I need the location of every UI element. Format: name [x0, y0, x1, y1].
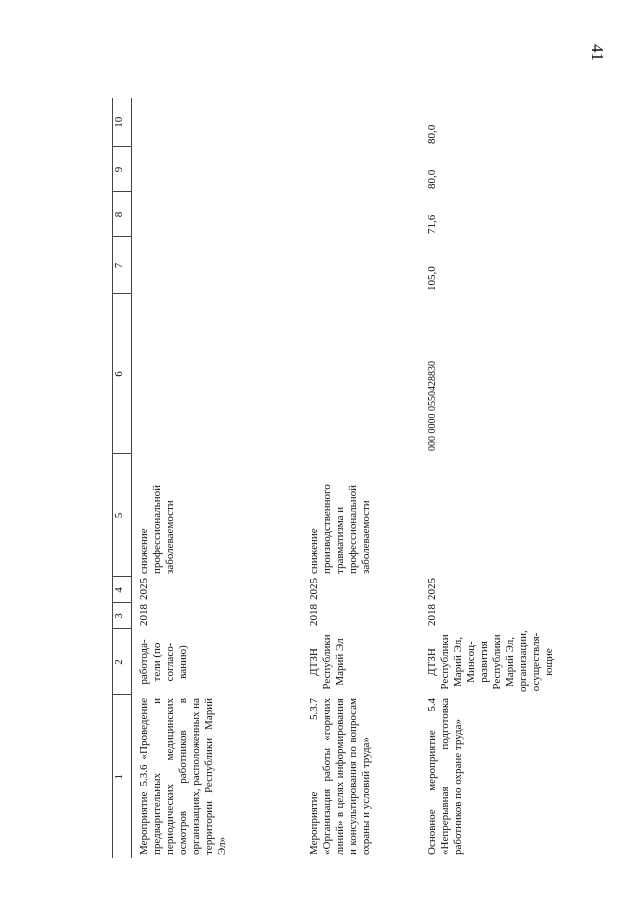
table-row: [302, 98, 420, 858]
header-col-6: 6: [113, 294, 132, 454]
header-col-2: 2: [113, 629, 132, 695]
value-col-7: [302, 237, 420, 294]
value-col-9: [132, 147, 302, 192]
expected-result: [420, 454, 560, 577]
responsible-executor: ДТЗН Республики Марий Эл, Минсоц-развития Республики Марий Эл, организации, осуществля-ющие: [425, 630, 555, 692]
value-col-10: 80,0: [425, 124, 438, 144]
responsible-executor: ДТЗН Республики Марий Эл: [307, 634, 346, 690]
header-col-9: 9: [113, 147, 132, 192]
value-col-10: [132, 98, 302, 147]
table-row: [132, 98, 302, 858]
value-col-8: 71,6: [425, 214, 438, 234]
header-col-7: 7: [113, 237, 132, 294]
header-col-10: 10: [113, 98, 132, 147]
page-number: 41: [588, 44, 607, 61]
expected-result: снижение производственного травматизма и профессиональной заболеваемости: [307, 484, 372, 574]
end-year: 2025: [138, 578, 150, 600]
header-col-1: 1: [113, 695, 132, 858]
expected-result: снижение профессиональной заболеваемости: [138, 485, 176, 574]
budget-code: [132, 294, 302, 454]
value-col-9: [302, 147, 420, 192]
start-year: 2018: [307, 604, 320, 626]
value-col-8: [302, 192, 420, 237]
header-col-3: 3: [113, 603, 132, 629]
responsible-executor: работода-тели (по согласо-ванию): [138, 639, 189, 685]
measure-title: Основное мероприятие 5.4 «Непрерывная подготовка работников по охране труда»: [425, 698, 464, 855]
end-year: 2025: [307, 578, 320, 600]
header-col-4: 4: [113, 577, 132, 603]
header-col-8: 8: [113, 192, 132, 237]
value-col-8: [132, 192, 302, 237]
measure-title: Мероприятие 5.3.7 «Организация работы «горячих линий» в целях информирования и консультирования по вопросам охраны и условий труда»: [307, 698, 372, 855]
budget-code: [302, 294, 420, 454]
start-year: 2018: [138, 604, 150, 626]
header-row: [113, 98, 132, 858]
table-row: [420, 98, 560, 858]
value-col-10: [302, 98, 420, 147]
measure-title: Мероприятие 5.3.6 «Проведение предварительных и периодических медицинских осмотров работников в организациях, расположенных на территории Республики Марий Эл»: [138, 698, 228, 855]
header-col-5: 5: [113, 454, 132, 577]
rotated-table-stage: [112, 98, 632, 858]
value-col-7: [132, 237, 302, 294]
start-year: 2018: [425, 604, 438, 626]
value-col-9: 80,0: [425, 169, 438, 189]
end-year: 2025: [425, 578, 438, 600]
budget-code: 000 0000 0550428830: [426, 361, 438, 451]
program-measures-table: [112, 98, 560, 858]
value-col-7: 105,0: [425, 266, 438, 291]
